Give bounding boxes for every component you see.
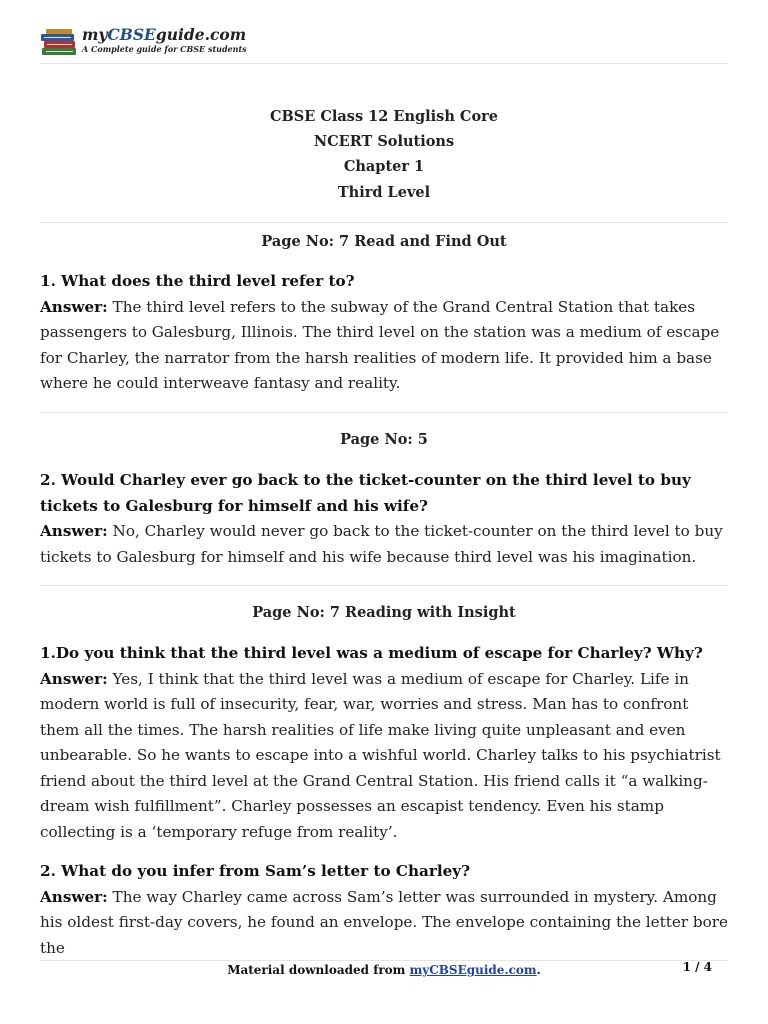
footer-divider	[40, 960, 728, 961]
document-title: CBSE Class 12 English Core	[270, 108, 498, 125]
answer	[40, 295, 730, 397]
answer	[40, 885, 730, 962]
answer-text: The third level refers to the subway of the Grand Central Station that takes passengers to Galesburg, Illinois. The third level on the station was a medium of escape for Charley, the narrator from the harsh realities of modern life. It provided him a base where he could interweave fantasy and reality.	[40, 297, 720, 392]
footer	[40, 962, 728, 982]
header-divider	[40, 63, 728, 64]
answer-label: Answer:	[40, 522, 108, 540]
header	[40, 26, 728, 64]
question: 1.Do you think that the third level was a medium of escape for Charley? Why?	[40, 644, 703, 662]
answer	[40, 519, 730, 570]
question: 2. Would Charley ever go back to the ticket-counter on the third level to buy tickets to Galesburg for himself and his wife?	[40, 471, 691, 515]
answer	[40, 667, 730, 846]
document-subtitle: NCERT Solutions	[313, 133, 455, 150]
answer-label: Answer:	[40, 669, 108, 688]
footer-link[interactable]: myCBSEguide.com	[409, 963, 537, 977]
answer-text: Yes, I think that the third level was a medium of escape for Charley. Life in modern world is full of insecurity, fear, war, worries and stress. Man has to confront them all the times. The harsh realities of life make living quite unpleasant and even unbearable. So he wants to escape into a wishful world. Charley talks to his psychiatrist friend about the third level at the Grand Central Station. His friend calls it “a walking-dream wish fulfillment”. Charley possesses an escapist tendency. Even his stamp collecting is a ‘temporary refuge from reality’.	[40, 669, 721, 841]
question-block	[40, 468, 730, 570]
question-block	[40, 641, 730, 845]
question: 2. What do you infer from Sam’s letter to Charley?	[40, 862, 471, 880]
footer-text: Material downloaded from myCBSEguide.com.	[227, 963, 541, 977]
divider	[40, 412, 728, 413]
answer-label: Answer:	[40, 887, 108, 906]
section-heading: Page No: 7 Reading with Insight	[252, 604, 516, 621]
answer-text: The way Charley came across Sam’s letter was surrounded in mystery. Among his oldest first-day covers, he found an envelope. The envelope containing the letter bore the	[40, 887, 729, 957]
divider	[40, 585, 728, 586]
chapter-title: Third Level	[337, 184, 431, 201]
answer-text: No, Charley would never go back to the ticket-counter on the third level to buy tickets to Galesburg for himself and his wife because third level was his imagination.	[40, 522, 723, 566]
question-block	[40, 269, 730, 397]
logo-title: myCBSEguide.com	[82, 25, 247, 44]
logo-text	[82, 26, 247, 55]
section-heading: Page No: 5	[340, 431, 428, 448]
question: 1. What does the third level refer to?	[40, 272, 355, 290]
question-block	[40, 859, 730, 961]
divider	[40, 222, 728, 223]
logo-subtitle: A Complete guide for CBSE students	[82, 44, 247, 54]
section-heading: Page No: 7 Read and Find Out	[261, 233, 507, 250]
chapter-number: Chapter 1	[343, 158, 425, 175]
books-logo-icon	[40, 28, 80, 58]
answer-label: Answer:	[40, 297, 108, 316]
page-number: 1 / 4	[682, 960, 712, 974]
